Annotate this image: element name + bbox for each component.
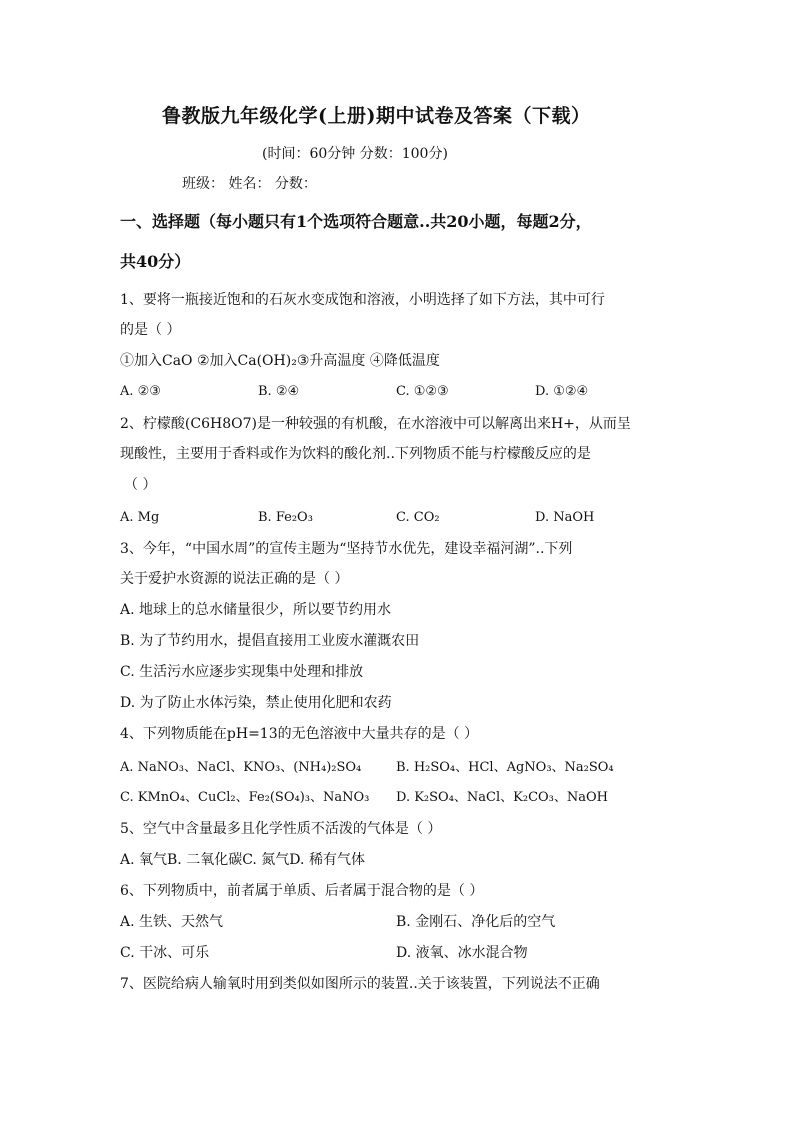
question-7-stem: 7、医院给病人输氧时用到类似如图所示的装置..关于该装置，下列说法不正确 — [120, 976, 600, 992]
question-4-option-c: C. KMnO₄、CuCl₂、Fe₂(SO₄)₃、NaNO₃ — [120, 790, 370, 805]
question-1-option-a: A. ②③ — [120, 384, 161, 399]
question-3-option-c: C. 生活污水应逐步实现集中处理和排放 — [120, 664, 364, 680]
question-1-option-c: C. ①②③ — [396, 384, 449, 399]
question-2-option-a: A. Mg — [120, 510, 160, 525]
question-2-option-c: C. CO₂ — [396, 510, 440, 525]
question-1-stem-cont: 的是（ ） — [120, 322, 181, 338]
question-2-stem-cont: 现酸性，主要用于香料或作为饮料的酸化剂..下列物质不能与柠檬酸反应的是 — [120, 446, 591, 462]
question-4-stem: 4、下列物质能在pH=13的无色溶液中大量共存的是（ ） — [120, 726, 479, 742]
question-3-stem-cont: 关于爱护水资源的说法正确的是（ ） — [120, 571, 349, 587]
question-3-option-b: B. 为了节约用水，提倡直接用工业废水灌溉农田 — [120, 633, 420, 649]
question-6-option-d: D. 液氧、冰水混合物 — [396, 945, 528, 961]
question-4-option-b: B. H₂SO₄、HCl、AgNO₃、Na₂SO₄ — [396, 760, 614, 775]
question-1-option-d: D. ①②④ — [535, 384, 589, 399]
question-1-stem: 1、要将一瓶接近饱和的石灰水变成饱和溶液，小明选择了如下方法，其中可行 — [120, 292, 605, 308]
question-6-stem: 6、下列物质中，前者属于单质、后者属于混合物的是（ ） — [120, 883, 484, 899]
page-title: 鲁教版九年级化学(上册)期中试卷及答案（下载） — [162, 105, 591, 127]
question-3-stem: 3、今年，“中国水周”的宣传主题为“坚持节水优先，建设幸福河湖”..下列 — [120, 541, 573, 557]
question-2-stem: 2、柠檬酸(C6H8O7)是一种较强的有机酸，在水溶液中可以解离出来H+，从而呈 — [120, 416, 631, 432]
exam-time-score: (时间：60分钟 分数：100分) — [262, 146, 448, 162]
question-6-option-b: B. 金刚石、净化后的空气 — [396, 914, 556, 930]
question-5-stem: 5、空气中含量最多且化学性质不活泼的气体是（ ） — [120, 821, 442, 837]
question-4-option-d: D. K₂SO₄、NaCl、K₂CO₃、NaOH — [396, 790, 609, 805]
section-heading: 一、选择题（每小题只有1个选项符合题意..共20小题，每题2分， — [120, 212, 592, 231]
question-1-option-b: B. ②④ — [258, 384, 300, 399]
question-6-option-a: A. 生铁、天然气 — [120, 914, 224, 930]
question-2-option-b: B. Fe₂O₃ — [258, 510, 313, 525]
question-3-option-a: A. 地球上的总水储量很少，所以要节约用水 — [120, 602, 392, 618]
question-2-stem-cont2: （ ） — [124, 477, 157, 493]
student-info-line: 班级： 姓名： 分数： — [182, 176, 317, 192]
question-6-option-c: C. 干冰、可乐 — [120, 945, 210, 961]
question-5-options: A. 氧气B. 二氧化碳C. 氮气D. 稀有气体 — [120, 852, 365, 868]
question-4-option-a: A. NaNO₃、NaCl、KNO₃、(NH₄)₂SO₄ — [120, 760, 362, 775]
question-1-methods: ①加入CaO ②加入Ca(OH)₂③升高温度 ④降低温度 — [120, 353, 440, 369]
question-3-option-d: D. 为了防止水体污染，禁止使用化肥和农药 — [120, 695, 392, 711]
section-heading-cont: 共40分） — [120, 252, 191, 271]
question-2-option-d: D. NaOH — [535, 510, 595, 525]
